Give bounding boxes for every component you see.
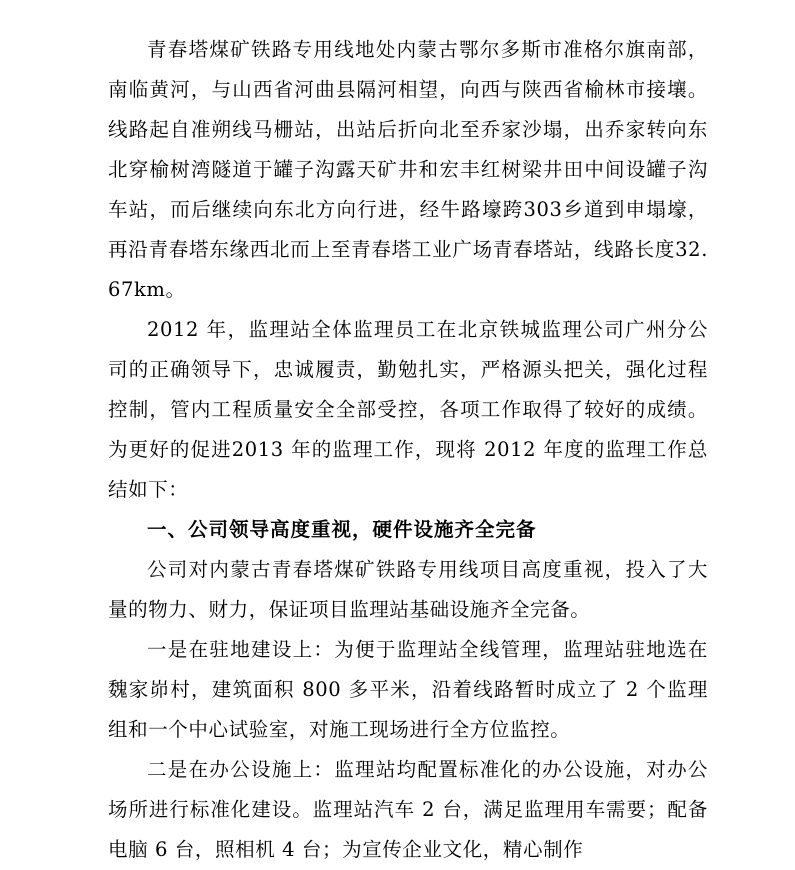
- paragraph-company-attention: 公司对内蒙古青春塔煤矿铁路专用线项目高度重视，投入了大量的物力、财力，保证项目监理站基础设施齐全完备。: [108, 558, 708, 621]
- paragraph-point-two-office: 二是在办公设施上：监理站均配置标准化的办公设施，对办公场所进行标准化建设。监理站汽车 2 台，满足监理用车需要；配备电脑 6 台，照相机 4 台；为宣传企业文化，精心制作: [108, 758, 708, 861]
- heading-section-one: 一、公司领导高度重视，硬件设施齐全完备: [147, 518, 537, 541]
- document-body: [108, 30, 708, 870]
- paragraph-point-one-base: 一是在驻地建设上：为便于监理站全线管理，监理站驻地选在魏家峁村，建筑面积 800 多平米，沿着线路暂时成立了 2 个监理组和一个中心试验室，对施工现场进行全方位监控。: [108, 638, 708, 741]
- paragraph-2012-summary-intro: 2012 年，监理站全体监理员工在北京铁城监理公司广州分公司的正确领导下，忠诚履责，勤勉扎实，严格源头把关，强化过程控制，管内工程质量安全全部受控，各项工作取得了较好的成绩。为更好的促进2013 年的监理工作，现将 2012 年度的监理工作总结如下：: [108, 318, 708, 501]
- paragraph-project-location: 青春塔煤矿铁路专用线地处内蒙古鄂尔多斯市准格尔旗南部，南临黄河，与山西省河曲县隔河相望，向西与陕西省榆林市接壤。线路起自准朔线马栅站，出站后折向北至乔家沙塌，出乔家转向东北穿榆树湾隧道于罐子沟露天矿井和宏丰红树梁井田中间设罐子沟车站，而后继续向东北方向行进，经牛路壕跨303乡道到申塌壕，再沿青春塔东缘西北而上至青春塔工业广场青春塔站，线路长度32.67km。: [108, 38, 708, 301]
